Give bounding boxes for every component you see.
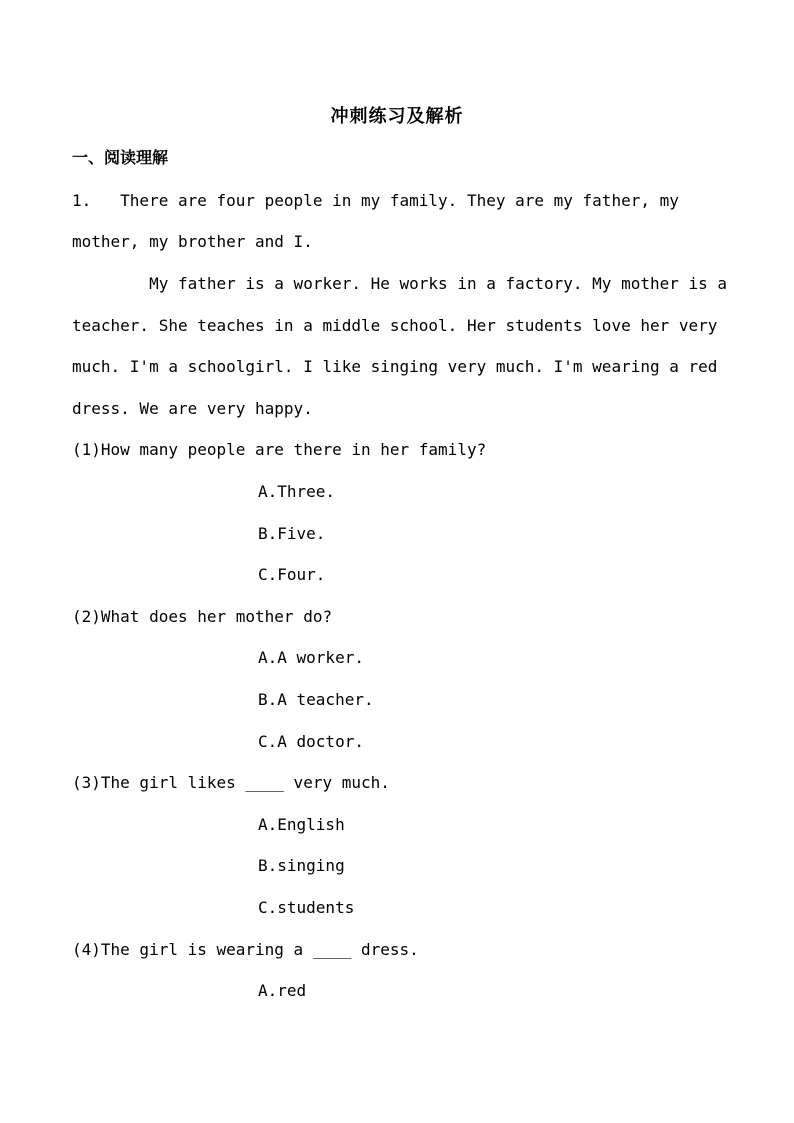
question-3-option-c: C.students xyxy=(258,898,355,917)
question-3-prompt: (3)The girl likes ____ very much. xyxy=(72,773,390,792)
section-heading: 一、阅读理解 xyxy=(72,148,169,167)
passage-line: My father is a worker. He works in a factory. My mother is a xyxy=(72,274,728,293)
question-2-option-c: C.A doctor. xyxy=(258,732,364,751)
passage-line: dress. We are very happy. xyxy=(72,399,313,418)
question-1-option-c: C.Four. xyxy=(258,565,326,584)
passage-line: mother, my brother and I. xyxy=(72,232,313,251)
passage-line: teacher. She teaches in a middle school. Her students love her very xyxy=(72,316,718,335)
question-2-option-a: A.A worker. xyxy=(258,648,364,667)
question-1-option-b: B.Five. xyxy=(258,524,326,543)
question-4-prompt: (4)The girl is wearing a ____ dress. xyxy=(72,940,419,959)
passage-line: 1. There are four people in my family. They are my father, my xyxy=(72,191,679,210)
question-3-option-b: B.singing xyxy=(258,856,345,875)
question-1-option-a: A.Three. xyxy=(258,482,336,501)
question-3-option-a: A.English xyxy=(258,815,345,834)
question-1-prompt: (1)How many people are there in her family? xyxy=(72,440,487,459)
question-4-option-a: A.red xyxy=(258,981,307,1000)
passage-line: much. I'm a schoolgirl. I like singing very much. I'm wearing a red xyxy=(72,357,718,376)
question-2-option-b: B.A teacher. xyxy=(258,690,374,709)
page-title: 冲刺练习及解析 xyxy=(330,106,464,127)
question-2-prompt: (2)What does her mother do? xyxy=(72,607,333,626)
